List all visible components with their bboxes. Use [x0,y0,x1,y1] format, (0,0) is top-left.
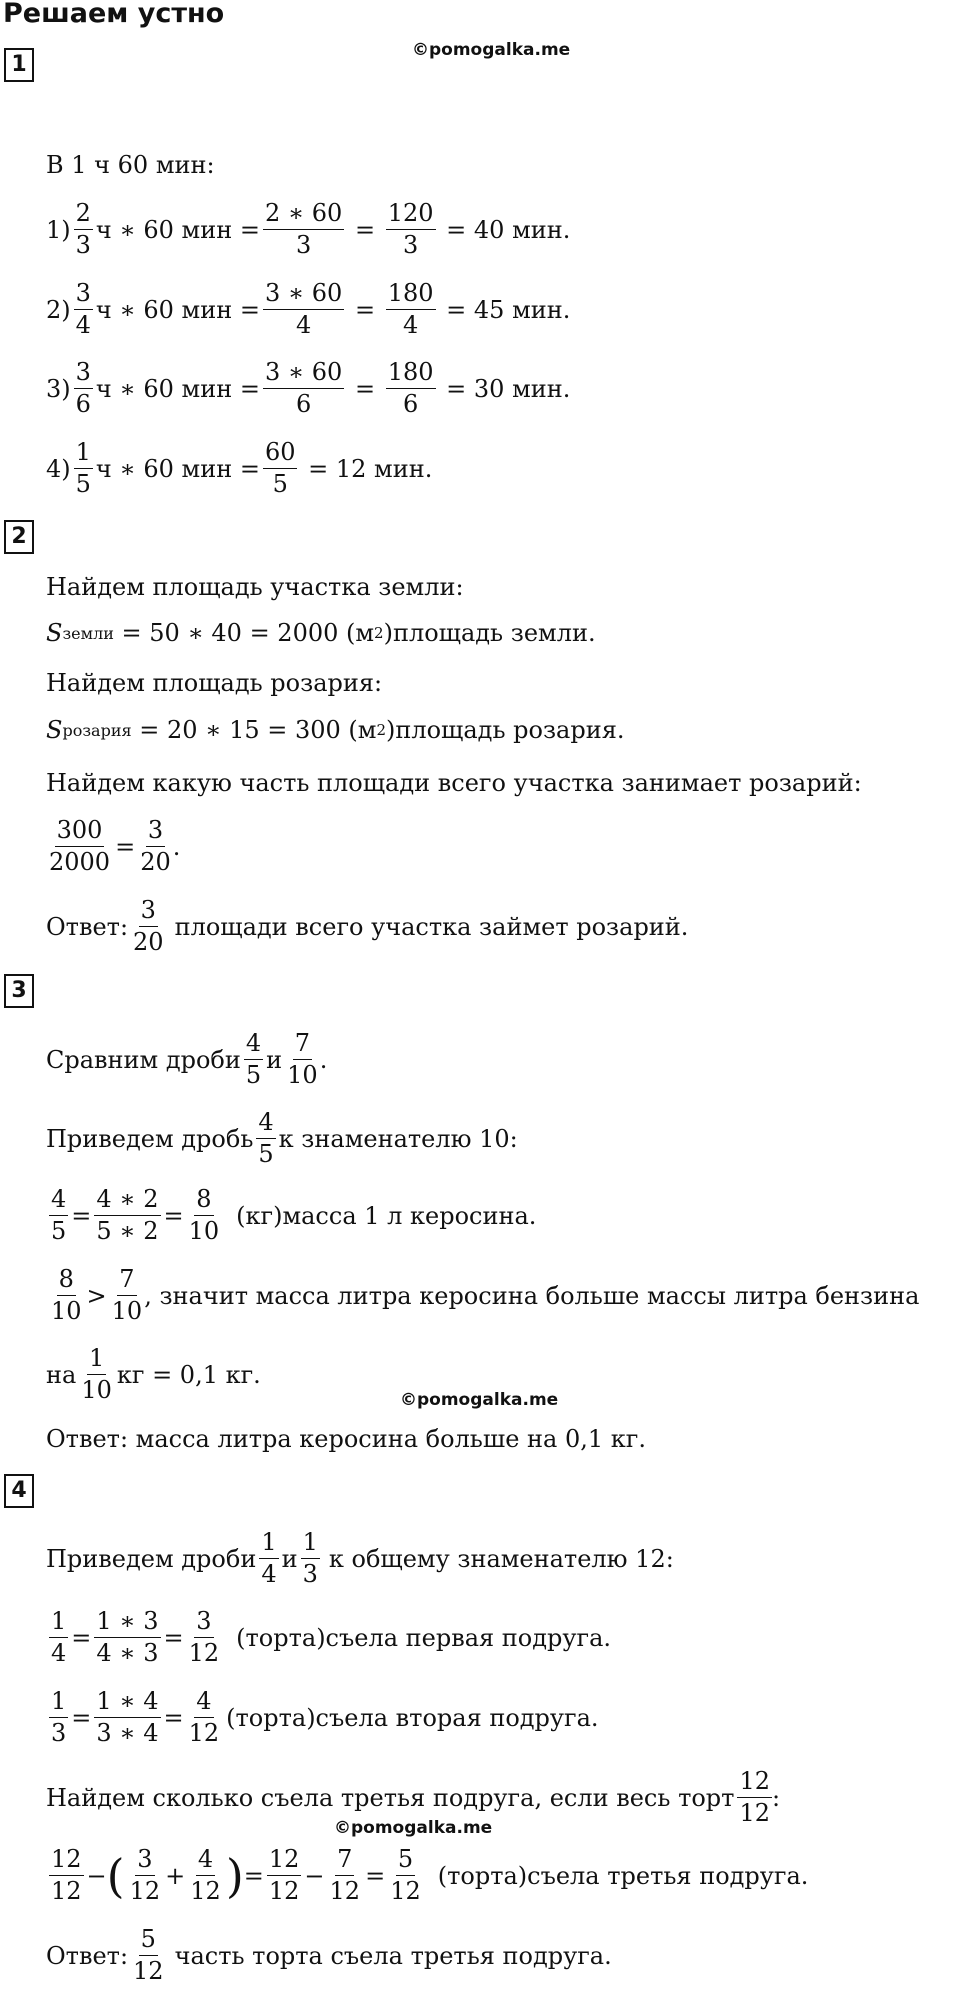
t2-answer: Ответ: $\frac{3}{20}$ площади всего участка займет розарий. [46,896,689,956]
t4-eq-3: $\frac{12}{12}$ − ( $\frac{3}{12}$ + $\frac{4}{12}$ ) = $\frac{12}{12}$ − $\frac{7}{12}$ = $\frac{5}{12}$ (торта)съела третья подруга. [51,1845,809,1905]
watermark: ©pomogalka.me [412,40,571,60]
task-number-3: 3 [4,974,34,1008]
row-index: 1) [46,215,71,244]
fraction: $\frac{2 ∗ 60}{3}$ [264,199,343,259]
row-mult: ч ∗ 60 мин = [95,295,260,324]
row-result: = 30 мин. [446,374,571,403]
row-result: = 12 мин. [308,454,433,483]
row-mult: ч ∗ 60 мин = [95,374,260,403]
t1-row-1: 1) $\frac{2}{3}$ ч ∗ 60 мин = $\frac{2 ∗ 60}{3}$ = $\frac{120}{3}$ = 40 мин. [46,199,571,259]
fraction: $\frac{60}{5}$ [264,438,296,498]
fraction: $\frac{120}{3}$ [387,199,434,259]
t2-line-5: Найдем какую часть площади всего участка занимает розарий: [46,769,862,797]
watermark: ©pomogalka.me [400,1390,559,1410]
row-result: = 45 мин. [446,295,571,324]
task-number-2: 2 [4,520,34,554]
task-number-4: 4 [4,1474,34,1508]
watermark: ©pomogalka.me [334,1818,493,1838]
row-mult: ч ∗ 60 мин = [95,215,260,244]
t3-compare-result: $\frac{8}{10}$ > $\frac{7}{10}$ , значит масса литра керосина больше массы литра бензина [51,1265,920,1325]
fraction: $\frac{180}{4}$ [387,279,434,339]
t2-line-1: Найдем площадь участка земли: [46,573,464,601]
fraction: $\frac{3}{6}$ [75,358,91,418]
row-index: 3) [46,374,71,403]
t3-difference: на $\frac{1}{10}$ кг = 0,1 кг. [46,1344,261,1404]
t3-eq-1: $\frac{4}{5}$ = $\frac{4 ∗ 2}{5 ∗ 2}$ = $\frac{8}{10}$ (кг)масса 1 л керосина. [51,1185,537,1245]
t4-eq-1: $\frac{1}{4}$ = $\frac{1 ∗ 3}{4 ∗ 3}$ = $\frac{3}{12}$ (торта)съела первая подруга. [51,1607,612,1667]
t1-row-2: 2) $\frac{3}{4}$ ч ∗ 60 мин = $\frac{3 ∗ 60}{4}$ = $\frac{180}{4}$ = 45 мин. [46,279,571,339]
row-index: 4) [46,454,71,483]
t4-eq-2: $\frac{1}{3}$ = $\frac{1 ∗ 4}{3 ∗ 4}$ = $\frac{4}{12}$ (торта)съела вторая подруга. [51,1687,599,1747]
t2-line-4: S розария = 20 ∗ 15 = 300 (м 2 )площадь розария. [46,716,625,744]
t4-find: Найдем сколько съела третья подруга, если весь торт $\frac{12}{12}$ : [46,1767,781,1827]
fraction: $\frac{3 ∗ 60}{4}$ [264,279,343,339]
task-number-1: 1 [4,48,34,82]
t2-line-2: S земли = 50 ∗ 40 = 2000 (м 2 )площадь земли. [46,619,596,647]
t1-intro: В 1 ч 60 мин: [46,151,215,179]
row-index: 2) [46,295,71,324]
fraction: $\frac{180}{6}$ [387,358,434,418]
row-mult: ч ∗ 60 мин = [95,454,260,483]
fraction: $\frac{2}{3}$ [75,199,91,259]
fraction: $\frac{3 ∗ 60}{6}$ [264,358,343,418]
t4-reduce: Приведем дроби $\frac{1}{4}$ и $\frac{1}{3}$ к общему знаменателю 12: [46,1528,674,1588]
t1-row-4 [46,437,432,500]
fraction: $\frac{1}{5}$ [75,438,91,498]
fraction: $\frac{3}{4}$ [75,279,91,339]
page-title: Решаем устно [3,0,225,29]
t2-line-3: Найдем площадь розария: [46,669,383,697]
t3-answer: Ответ: масса литра керосина больше на 0,1 кг. [46,1425,646,1453]
t4-answer: Ответ: $\frac{5}{12}$ часть торта съела третья подруга. [46,1925,612,1985]
t3-compare: Сравним дроби $\frac{4}{5}$ и $\frac{7}{10}$ . [46,1029,328,1089]
t2-fraction-line: $\frac{300}{2000}$ = $\frac{3}{20}$ . [49,816,181,876]
row-result: = 40 мин. [446,215,571,244]
t3-reduce: Приведем дробь $\frac{4}{5}$ к знаменателю 10: [46,1108,518,1168]
t1-row-3: 3) $\frac{3}{6}$ ч ∗ 60 мин = $\frac{3 ∗ 60}{6}$ = $\frac{180}{6}$ = 30 мин. [46,358,571,418]
